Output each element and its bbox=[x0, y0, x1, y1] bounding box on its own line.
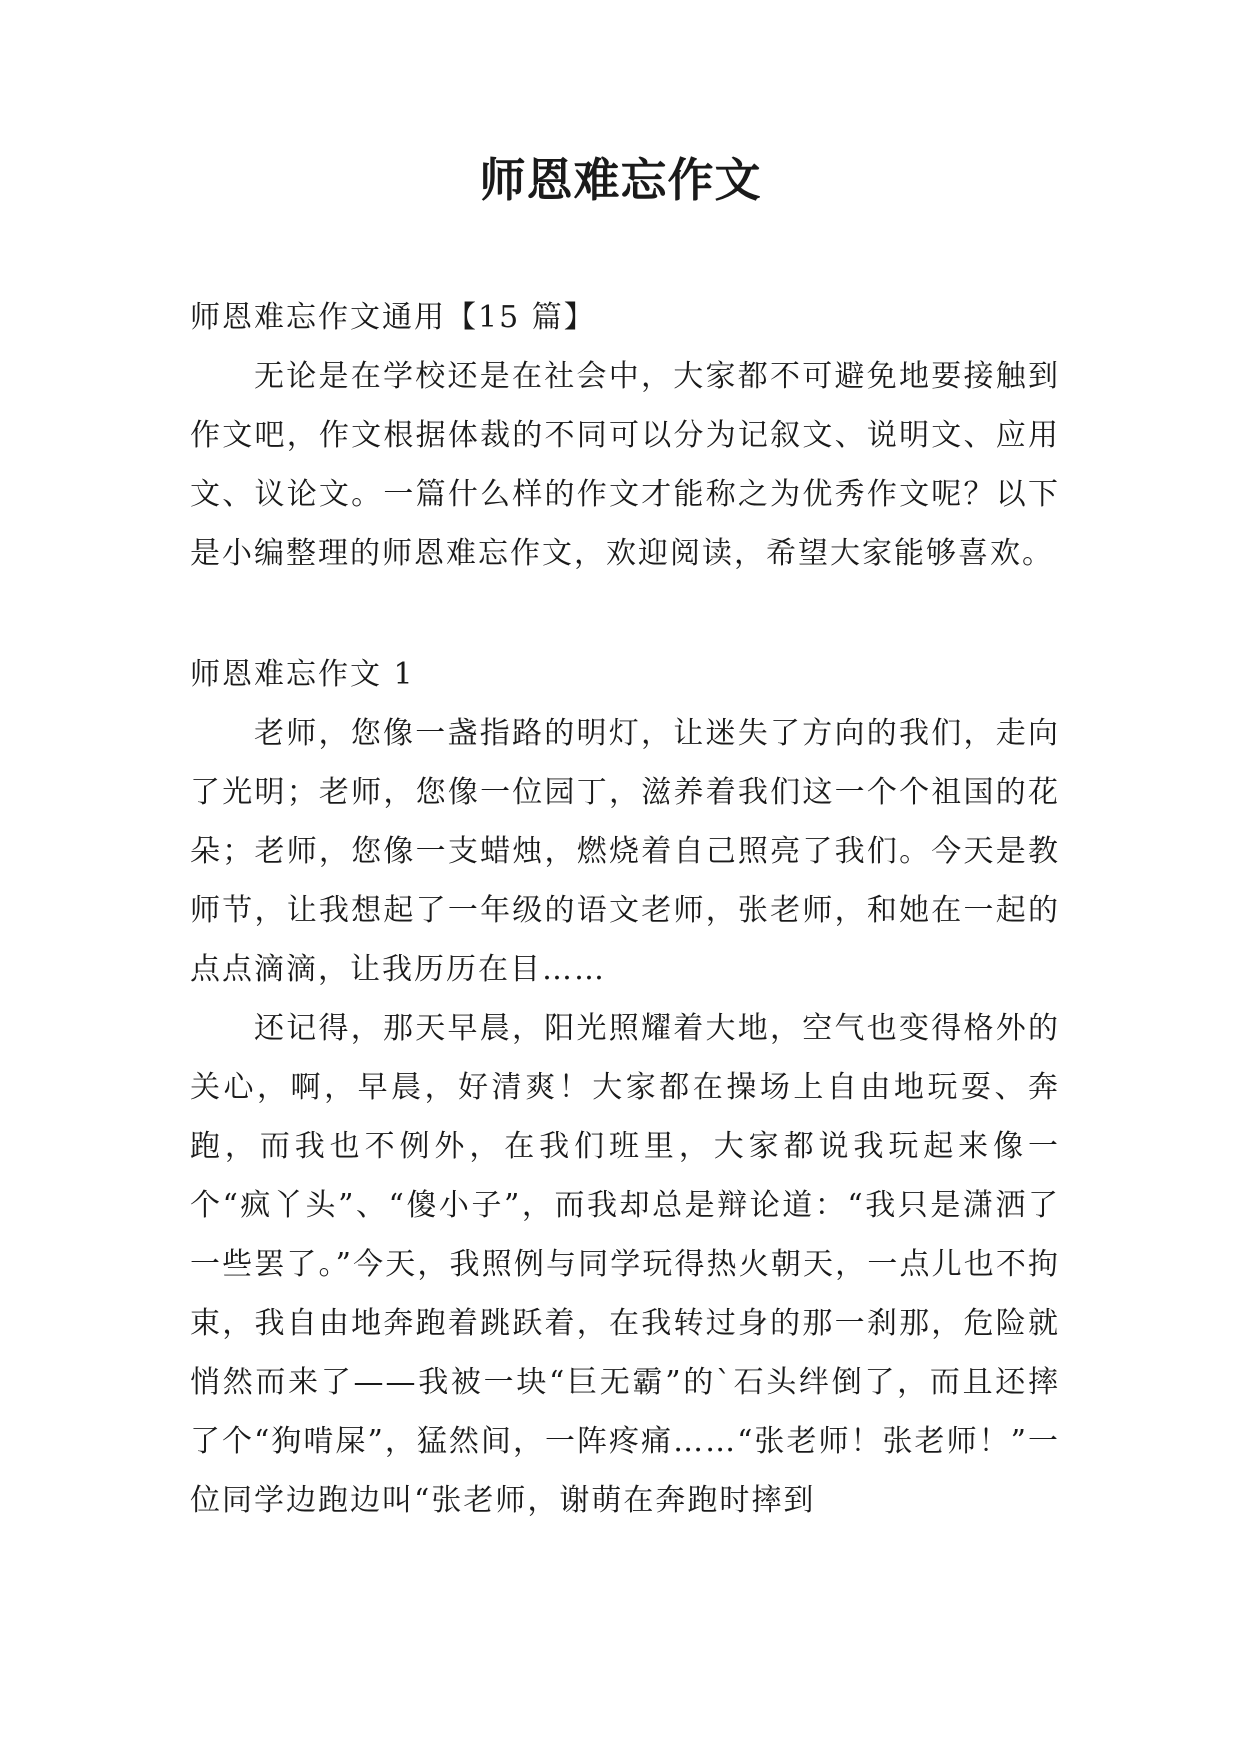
intro-paragraph: 无论是在学校还是在社会中，大家都不可避免地要接触到作文吧，作文根据体裁的不同可以分为记叙文、说明文、应用文、议论文。一篇什么样的作文才能称之为优秀作文呢？以下是小编整理的师恩难忘作文，欢迎阅读，希望大家能够喜欢。 bbox=[190, 359, 1060, 571]
section-heading: 师恩难忘作文 1 bbox=[190, 657, 415, 692]
document-body bbox=[190, 288, 1060, 1530]
page-title: 师恩难忘作文 bbox=[479, 153, 762, 207]
body-paragraph: 还记得，那天早晨，阳光照耀着大地，空气也变得格外的关心，啊，早晨，好清爽！大家都在操场上自由地玩耍、奔跑，而我也不例外，在我们班里，大家都说我玩起来像一个“疯丫头”、“傻小子”，而我却总是辩论道：“我只是潇洒了一些罢了。”今天，我照例与同学玩得热火朝天，一点儿也不拘束，我自由地奔跑着跳跃着，在我转过身的那一刹那，危险就悄然而来了——我被一块“巨无霸”的`石头绊倒了，而且还摔了个“狗啃屎”，猛然间，一阵疼痛……“张老师！张老师！”一位同学边跑边叫“张老师，谢萌在奔跑时摔到 bbox=[190, 1011, 1060, 1518]
section-spacer bbox=[190, 583, 1060, 645]
body-paragraph: 老师，您像一盏指路的明灯，让迷失了方向的我们，走向了光明；老师，您像一位园丁，滋养着我们这一个个祖国的花朵；老师，您像一支蜡烛，燃烧着自己照亮了我们。今天是教师节，让我想起了一年级的语文老师，张老师，和她在一起的点点滴滴，让我历历在目…… bbox=[190, 716, 1060, 987]
document-subtitle: 师恩难忘作文通用【15 篇】 bbox=[190, 300, 596, 335]
